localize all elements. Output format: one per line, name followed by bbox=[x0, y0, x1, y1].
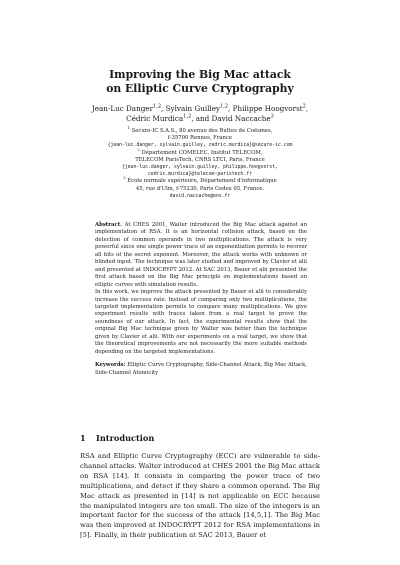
keywords: Keywords: Elliptic Curve Cryptography, Side-Channel Attack, Big Mac Attack, Side-Channel Atomicity bbox=[95, 362, 307, 376]
intro-body bbox=[80, 452, 320, 541]
affiliation-2: $^2$ Département COMELEC, Institut TELECOM, TELECOM ParisTech, CNRS LTCI, Paris, France {jean-luc.danger, sylvain.guilley, philippe.hoogvorst, cedric.murdica}@telecom-paristech.fr bbox=[0, 150, 400, 179]
affiliation-2-email-line-2: cedric.murdica}@telecom-paristech.fr bbox=[148, 172, 252, 178]
affiliation-3-email: david.naccache@ens.fr bbox=[169, 193, 231, 199]
section-title: Introduction bbox=[96, 433, 155, 443]
author-line-1: Jean-Luc Danger$^{1,2}$, Sylvain Guilley$^{1,2}$, Philippe Hoogvorst$^2$, bbox=[91, 103, 309, 113]
title-line-2: on Elliptic Curve Cryptography bbox=[106, 82, 294, 95]
paper-title bbox=[0, 68, 400, 96]
abstract-paragraph-1: Abstract. At CHES 2001, Walter introduced the Big Mac attack against an implementation of RSA. It is an horizontal collision attack, based on the detection of common operands in two multiplications. The attack is very powerful since one single power trace of an exponentiation permits to recover all bits of the secret exponent. Moreover, the attack works with unknown or blinded input. The technique was later studied and improved by Clavier et alii and presented at INDOCRYPT 2012. At SAC 2013, Bauer et alii presented the first attack based on the Big Mac principle on implementations based on elliptic curves with simulation results. bbox=[95, 222, 308, 288]
section-heading bbox=[80, 433, 154, 443]
section-number: 1 bbox=[80, 433, 86, 443]
affiliation-3: $^3$ École normale supérieure, Département d'informatique 45, rue d'Ulm, f-75230, Paris Cedex 05, France. david.naccache@ens.fr bbox=[0, 178, 400, 200]
affiliations bbox=[0, 128, 400, 200]
affiliation-1: $^1$ Secure-IC S.A.S., 80 avenue des Buttes de Coësmes, f-35700 Rennes, France {jean-luc.danger, sylvain.guilley, cedric.murdica}@secure-ic.com bbox=[0, 128, 400, 150]
affiliation-1-email: {jean-luc.danger, sylvain.guilley, cedric.murdica}@secure-ic.com bbox=[107, 143, 293, 149]
author-line-2: Cédric Murdica$^{1,2}$, and David Naccache$^3$ bbox=[126, 113, 274, 123]
intro-paragraph: RSA and Elliptic Curve Cryptography (ECC) are vulnerable to side-channel attacks. Walter introduced at CHES 2001 the Big Mac attack on RSA [14]. It consists in comparing the power trace of two multiplications, and detect if they share a common operand. The Big Mac attack as presented in [14] is not applicable on ECC because the manipulated integers are too small. The size of the integers is an important factor for the success of the attack [14,5,1]. The Big Mac was then improved at INDOCRYPT 2012 for RSA implementations in [5]. Finally, in their publication at SAC 2013, Bauer et bbox=[80, 452, 320, 540]
affiliation-2-email-line-1: {jean-luc.danger, sylvain.guilley, philippe.hoogvorst, bbox=[122, 165, 278, 171]
abstract-block bbox=[95, 222, 307, 377]
abstract-label: Abstract. bbox=[95, 222, 122, 228]
author-list bbox=[0, 104, 400, 124]
title-line-1: Improving the Big Mac attack bbox=[109, 68, 291, 81]
abstract-paragraph-2: In this work, we improve the attack presented by Bauer et alii to considerably increase the success rate. Instead of comparing only two multiplications, the targeted implementation permits to compare many multiplications. We give experiment results with traces taken from a real target to prove the soundness of our attack. In fact, the experimental results show that the original Big Mac technique given by Walter was better than the technique given by Clavier et alii. With our experiments on a real target, we show that the theoretical improvements are not necessarily the more suitable methods depending on the targeted implementations. bbox=[95, 289, 307, 355]
keywords-label: Keywords: bbox=[95, 362, 126, 369]
